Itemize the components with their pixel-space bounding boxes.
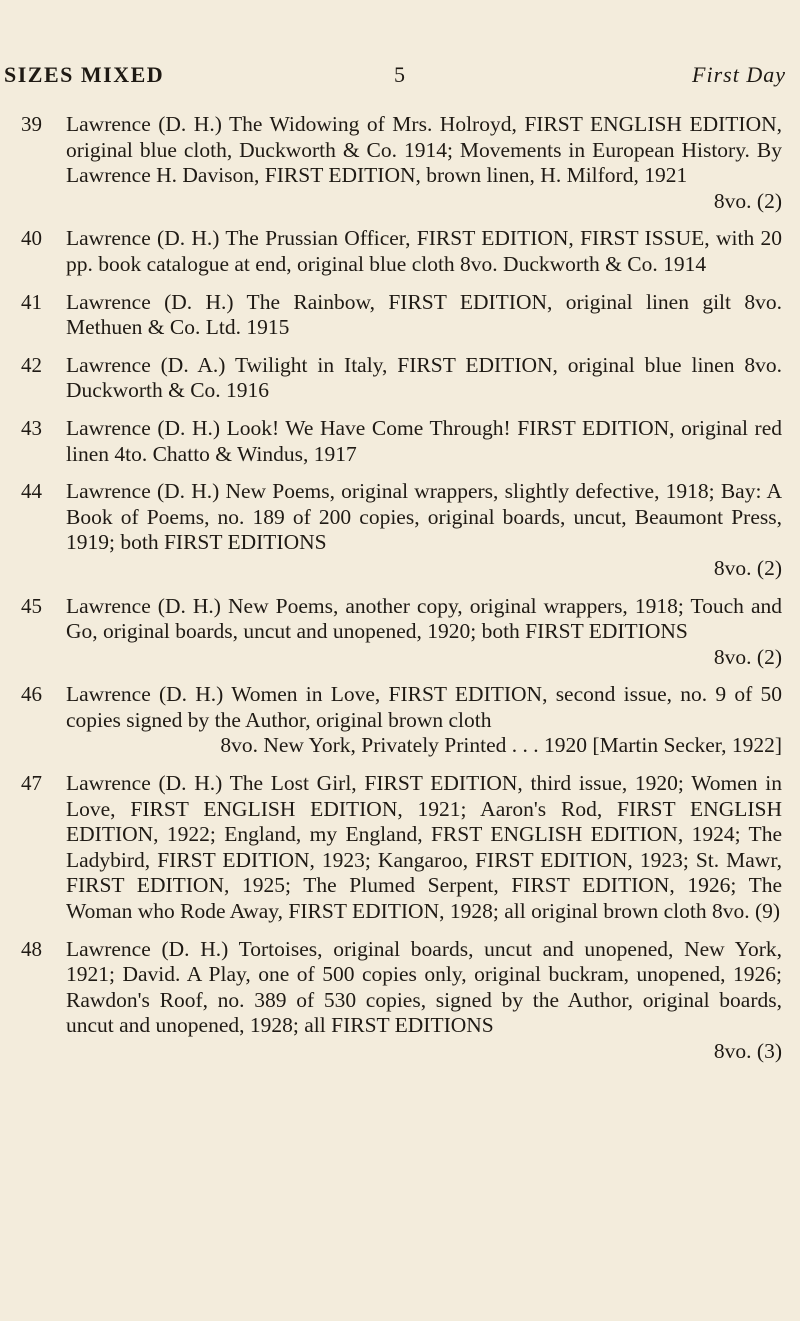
lot-description: Lawrence (D. H.) New Poems, original wrappers, slightly defective, 1918; Bay: A Book of Poems, no. 189 of 200 copies, original boards, uncut, Beaumont Press, 1919; both FIRST EDITIONS — [66, 479, 782, 555]
lot-entry — [0, 682, 800, 759]
lot-number: 42 — [21, 352, 42, 377]
lot-entry — [0, 594, 800, 671]
lot-description: Lawrence (D. H.) The Widowing of Mrs. Holroyd, FIRST ENGLISH EDITION, original blue cloth, Duckworth & Co. 1914; Movements in European History. By Lawrence H. Davison, FIRST EDITION, brown linen, H. Milford, 1921 — [66, 112, 782, 188]
lot-description: Lawrence (D. H.) Tortoises, original boards, uncut and unopened, New York, 1921; David. A Play, one of 500 copies only, original buckram, unopened, 1926; Rawdon's Roof, no. 389 of 530 copies, signed by the Author, original boards, uncut and unopened, 1928; all FIRST EDITIONS — [66, 936, 782, 1038]
lot-format: 8vo. (2) — [713, 644, 782, 669]
lot-description: Lawrence (D. H.) Look! We Have Come Through! FIRST EDITION, original red linen 4to. Chatto & Windus, 1917 — [66, 415, 782, 466]
page-header — [0, 62, 800, 90]
sale-day: First Day — [692, 62, 786, 87]
lot-entry — [0, 416, 800, 467]
lot-number: 45 — [21, 593, 42, 618]
lot-entry — [0, 112, 800, 214]
lot-format: 8vo. New York, Privately Printed . . . 1920 [Martin Secker, 1922] — [220, 733, 782, 758]
section-title: SIZES MIXED — [4, 62, 165, 87]
page-number: 5 — [394, 62, 406, 87]
lot-description: Lawrence (D. H.) The Prussian Officer, FIRST EDITION, FIRST ISSUE, with 20 pp. book catalogue at end, original blue cloth 8vo. Duckworth & Co. 1914 — [66, 226, 782, 276]
lot-number: 39 — [21, 112, 42, 136]
lot-entry — [0, 290, 800, 341]
lot-entry — [0, 771, 800, 925]
lot-description: Lawrence (D. A.) Twilight in Italy, FIRST EDITION, original blue linen 8vo. Duckworth & Co. 1916 — [66, 352, 782, 403]
lot-format: 8vo. (2) — [713, 188, 782, 213]
lot-list — [0, 112, 800, 1077]
lot-number: 43 — [21, 415, 42, 440]
lot-entry — [0, 353, 800, 404]
lot-number: 46 — [21, 682, 42, 707]
lot-entry — [0, 226, 800, 277]
lot-description: Lawrence (D. H.) Women in Love, FIRST EDITION, second issue, no. 9 of 50 copies signed by the Author, original brown cloth — [66, 682, 782, 732]
lot-description: Lawrence (D. H.) New Poems, another copy, original wrappers, 1918; Touch and Go, original boards, uncut and unopened, 1920; both FIRST EDITIONS — [66, 593, 782, 644]
lot-number: 41 — [21, 289, 42, 314]
lot-number: 40 — [21, 226, 42, 251]
lot-number: 44 — [21, 479, 42, 504]
lot-description: Lawrence (D. H.) The Rainbow, FIRST EDITION, original linen gilt 8vo. Methuen & Co. Ltd. 1915 — [66, 289, 782, 340]
lot-entry — [0, 937, 800, 1065]
lot-number: 48 — [21, 936, 42, 961]
lot-format: 8vo. (2) — [713, 555, 782, 580]
lot-number: 47 — [21, 771, 42, 796]
lot-entry — [0, 479, 800, 581]
lot-description: Lawrence (D. H.) The Lost Girl, FIRST EDITION, third issue, 1920; Women in Love, FIRST ENGLISH EDITION, 1921; Aaron's Rod, FIRST ENGLISH EDITION, 1922; England, my England, FRST ENGLISH EDITION, 1924; The Ladybird, FIRST EDITION, 1923; Kangaroo, FIRST EDITION, 1923; St. Mawr, FIRST EDITION, 1925; The Plumed Serpent, FIRST EDITION, 1926; The Woman who Rode Away, FIRST EDITION, 1928; all original brown cloth 8vo. (9) — [66, 771, 782, 924]
lot-format: 8vo. (3) — [713, 1039, 782, 1063]
